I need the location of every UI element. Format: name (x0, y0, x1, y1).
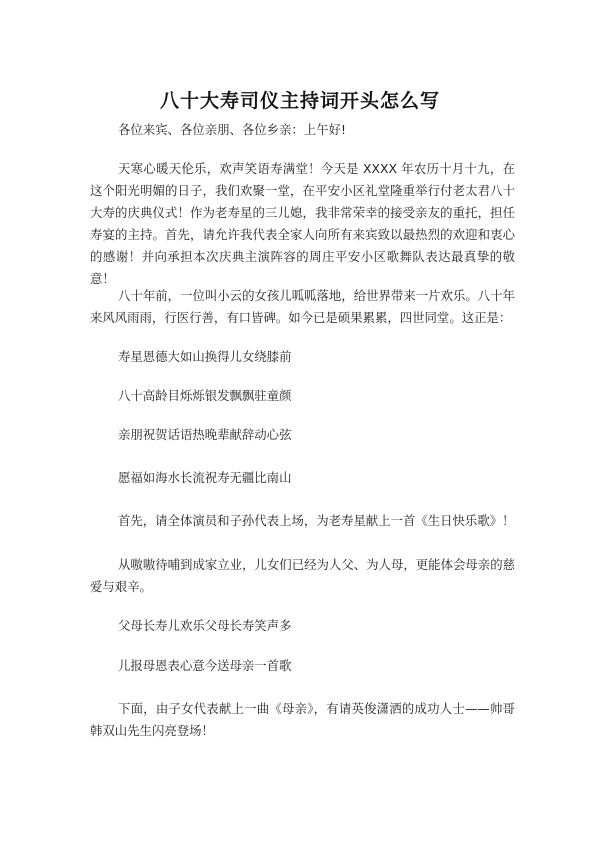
gratitude-paragraph: 从嗷嗷待哺到成家立业，儿女们已经为人父、为人母，更能体会母亲的慈爱与艰辛。 (90, 557, 515, 594)
song-intro-paragraph: 下面，由子女代表献上一曲《母亲》，有请英俊潇洒的成功人士——帅哥韩双山先生闪亮登场！ (90, 701, 515, 738)
poem-line-2: 八十高龄目烁烁银发飘飘驻童颜 (118, 388, 292, 403)
opening-paragraph: 天寒心暖天伦乐，欢声笑语寿满堂！今天是 XXXX 年农历十月十九，在这个阳光明媚的日子，我们欢聚一堂，在平安小区礼堂隆重举行付老太君八十大寿的庆典仪式！作为老寿星的三儿媳，我非常荣幸的接受亲友的重托，担任寿宴的主持。首先，请允许我代表全家人向所有来宾致以最热烈的欢迎和衷心的感谢！并向承担本次庆典主演阵容的周庄平安小区歌舞队表达最真挚的敬意！ (90, 161, 515, 286)
poem-line-5: 父母长寿儿欢乐父母长寿笑声多 (118, 618, 292, 633)
history-paragraph: 八十年前，一位叫小云的女孩儿呱呱落地，给世界带来一片欢乐。八十年来风风雨雨，行医行善，有口皆碑。如今已是硕果累累，四世同堂。这正是： (90, 288, 515, 325)
poem-line-6: 儿报母恩表心意今送母亲一首歌 (118, 658, 292, 673)
poem-line-4: 愿福如海水长流祝寿无疆比南山 (118, 470, 292, 485)
poem-line-1: 寿星恩德大如山换得儿女绕膝前 (118, 349, 292, 364)
poem-line-3: 亲朋祝贺话语热晚辈献辞动心弦 (118, 427, 292, 442)
greeting-paragraph: 各位来宾、各位亲朋、各位乡亲：上午好! (118, 122, 346, 137)
page-title: 八十大寿司仪主持词开头怎么写 (159, 90, 440, 112)
birthday-song-paragraph: 首先，请全体演员和子孙代表上场，为老寿星献上一首《生日快乐歌》！ (118, 513, 515, 528)
